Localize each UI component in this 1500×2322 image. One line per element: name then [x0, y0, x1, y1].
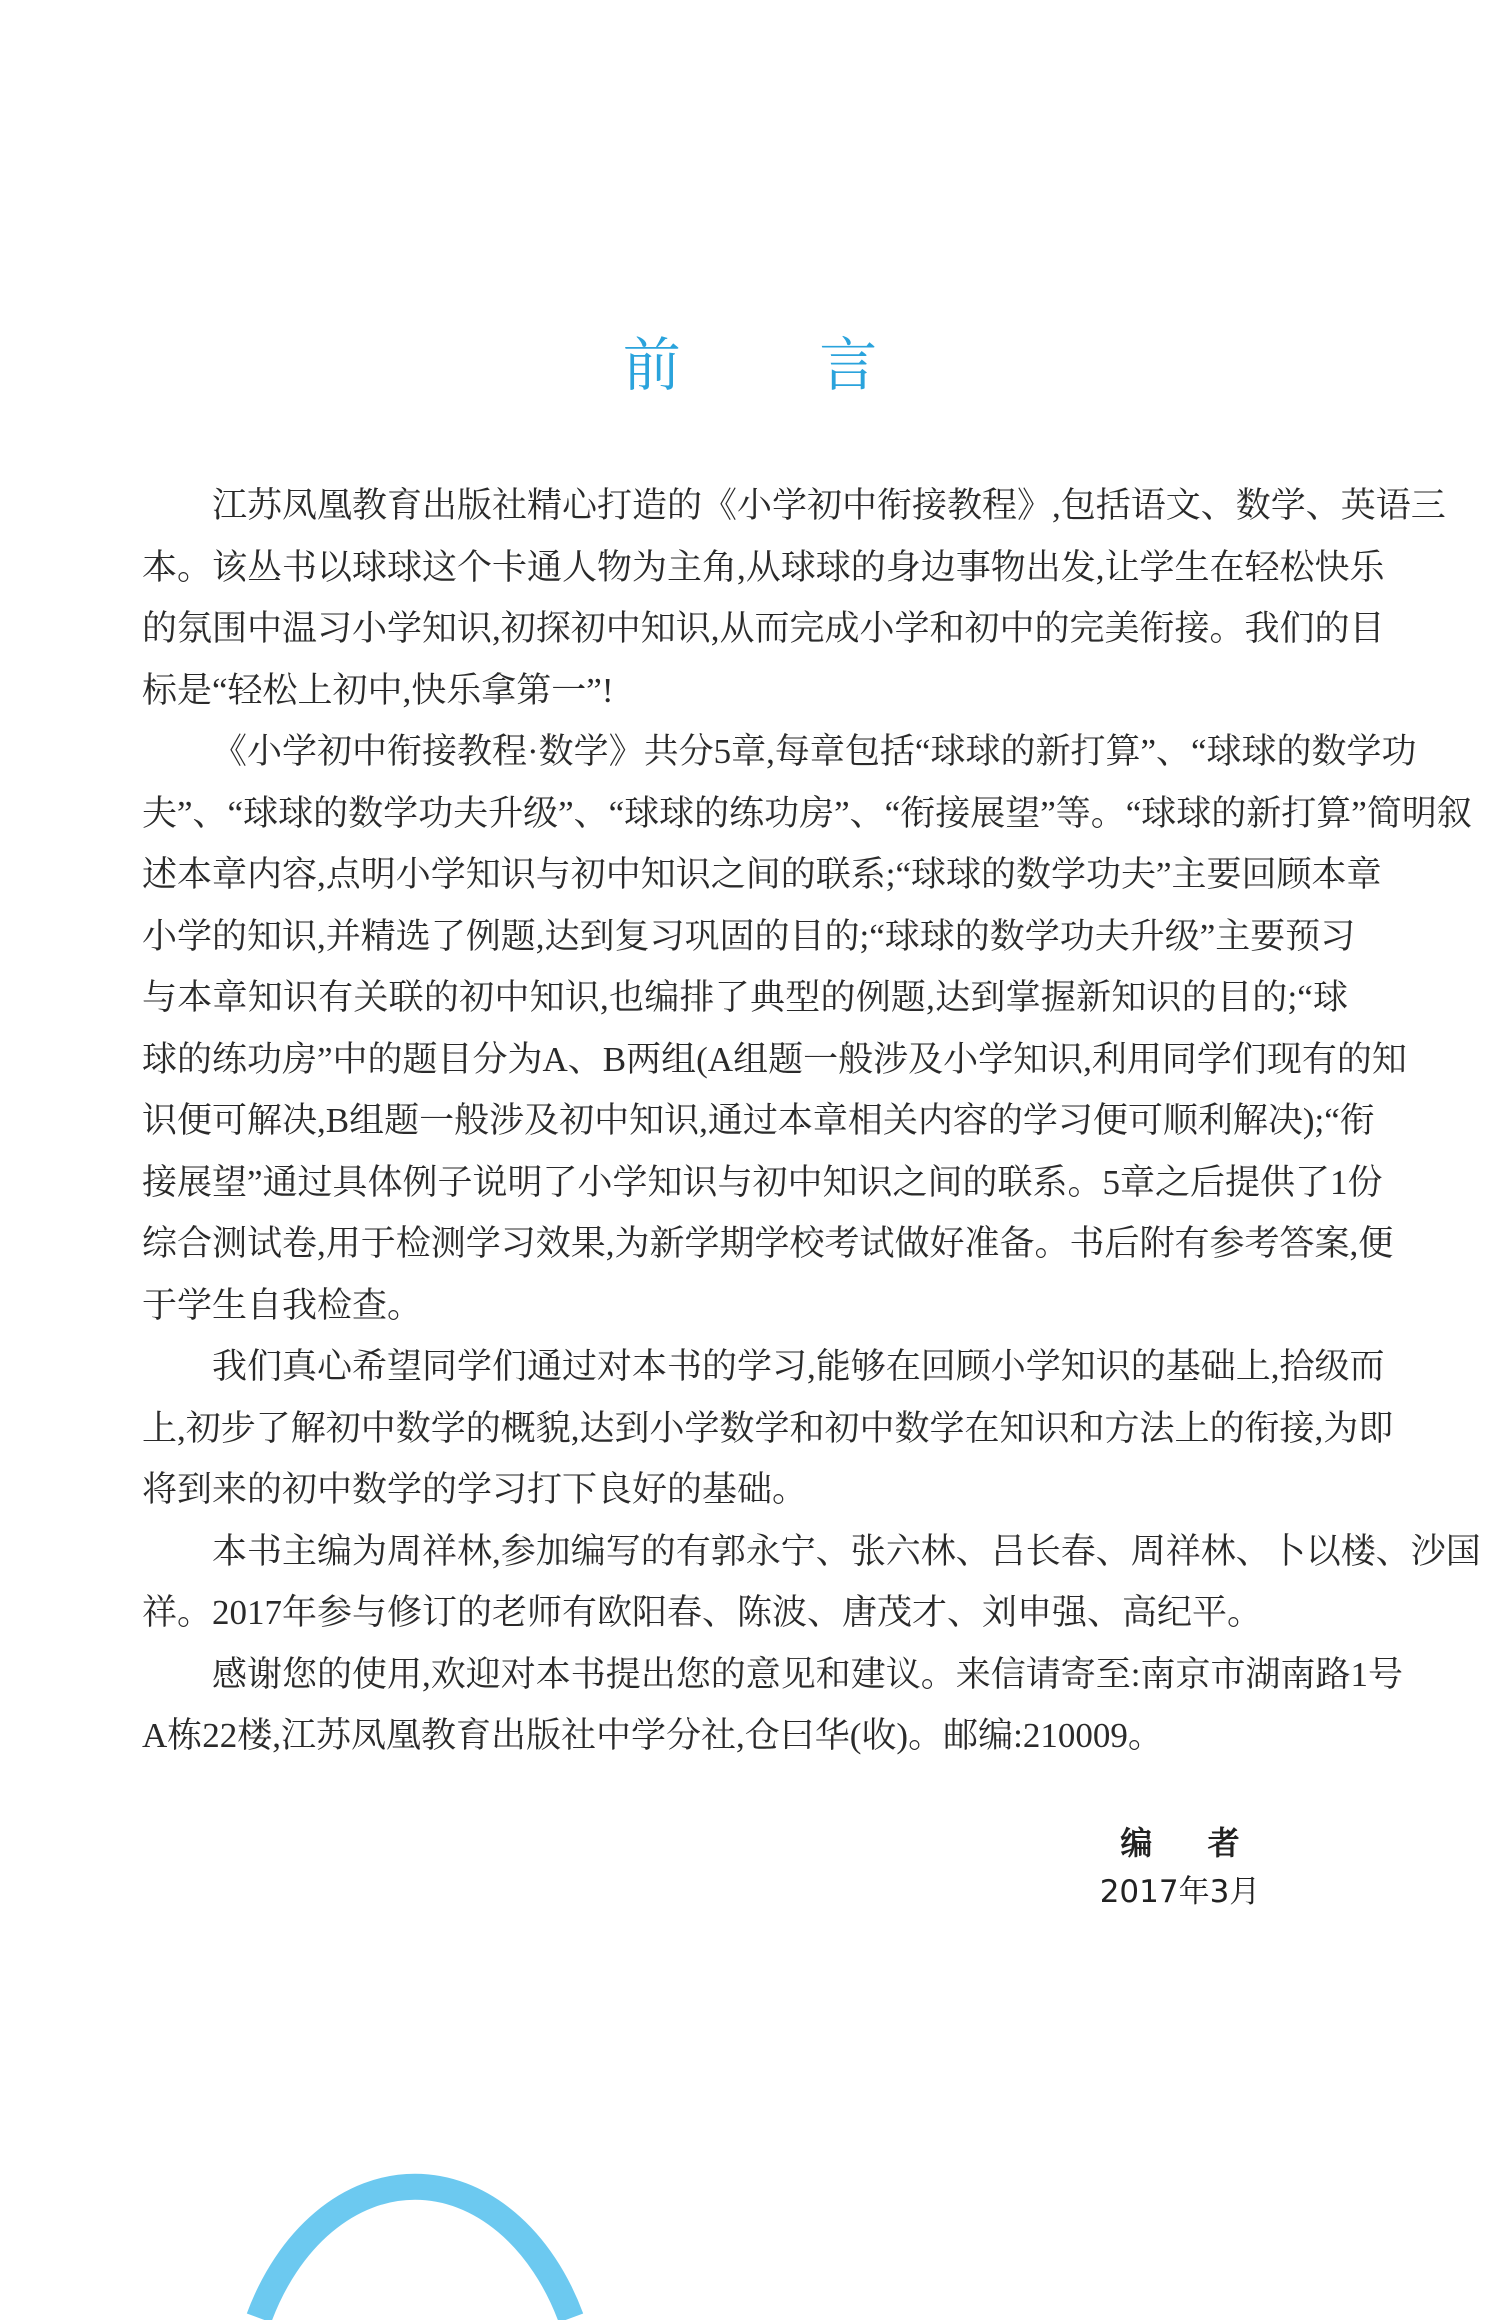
paragraph-line: 《小学初中衔接教程·数学》共分5章,每章包括“球球的新打算”、“球球的数学功	[212, 732, 1417, 771]
decorative-arc-stroke	[259, 2187, 571, 2318]
page-title: 前 言	[622, 331, 938, 399]
paragraph-line: 上,初步了解初中数学的概貌,达到小学数学和初中数学在知识和方法上的衔接,为即	[142, 1408, 1394, 1448]
decorative-arc-icon	[0, 2150, 700, 2320]
paragraph-line: 于学生自我检查。	[142, 1285, 423, 1325]
paragraph-line: 感谢您的使用,欢迎对本书提出您的意见和建议。来信请寄至:南京市湖南路1号	[212, 1654, 1403, 1694]
paragraph-line: 标是“轻松上初中,快乐拿第一”!	[142, 670, 614, 710]
signature-editor: 编 者	[1120, 1824, 1262, 1862]
paragraph-line: 接展望”通过具体例子说明了小学知识与初中知识之间的联系。5章之后提供了1份	[142, 1162, 1383, 1202]
paragraph-line: 小学的知识,并精选了例题,达到复习巩固的目的;“球球的数学功夫升级”主要预习	[142, 916, 1356, 956]
paragraph-line: 述本章内容,点明小学知识与初中知识之间的联系;“球球的数学功夫”主要回顾本章	[142, 855, 1382, 894]
paragraph-line: 江苏凤凰教育出版社精心打造的《小学初中衔接教程》,包括语文、数学、英语三	[212, 486, 1446, 525]
paragraph-line: 球的练功房”中的题目分为A、B两组(A组题一般涉及小学知识,利用同学们现有的知	[142, 1039, 1407, 1079]
paragraph-line: 祥。2017年参与修订的老师有欧阳春、陈波、唐茂才、刘申强、高纪平。	[142, 1593, 1263, 1632]
paragraph-line: 我们真心希望同学们通过对本书的学习,能够在回顾小学知识的基础上,拾级而	[212, 1347, 1385, 1386]
paragraph-line: 综合测试卷,用于检测学习效果,为新学期学校考试做好准备。书后附有参考答案,便	[142, 1224, 1394, 1263]
paragraph-line: 本书主编为周祥林,参加编写的有郭永宁、张六林、吕长春、周祥林、卜以楼、沙国	[212, 1531, 1481, 1571]
signature-date: 2017年3月	[1099, 1874, 1261, 1910]
paragraph-line: 识便可解决,B组题一般涉及初中知识,通过本章相关内容的学习便可顺利解决);“衔	[142, 1101, 1375, 1140]
paragraph-line: 将到来的初中数学的学习打下良好的基础。	[142, 1470, 808, 1509]
paragraph-line: 的氛围中温习小学知识,初探初中知识,从而完成小学和初中的完美衔接。我们的目	[142, 609, 1385, 648]
paragraph-line: 与本章知识有关联的初中知识,也编排了典型的例题,达到掌握新知识的目的;“球	[142, 978, 1348, 1017]
paragraph-line: 本。该丛书以球球这个卡通人物为主角,从球球的身边事物出发,让学生在轻松快乐	[142, 547, 1385, 587]
paragraph-line: 夫”、“球球的数学功夫升级”、“球球的练功房”、“衔接展望”等。“球球的新打算”简明叙	[142, 793, 1472, 833]
paragraph-line: A栋22楼,江苏凤凰教育出版社中学分社,仓曰华(收)。邮编:210009。	[142, 1716, 1163, 1755]
preface-body	[142, 475, 1481, 1767]
